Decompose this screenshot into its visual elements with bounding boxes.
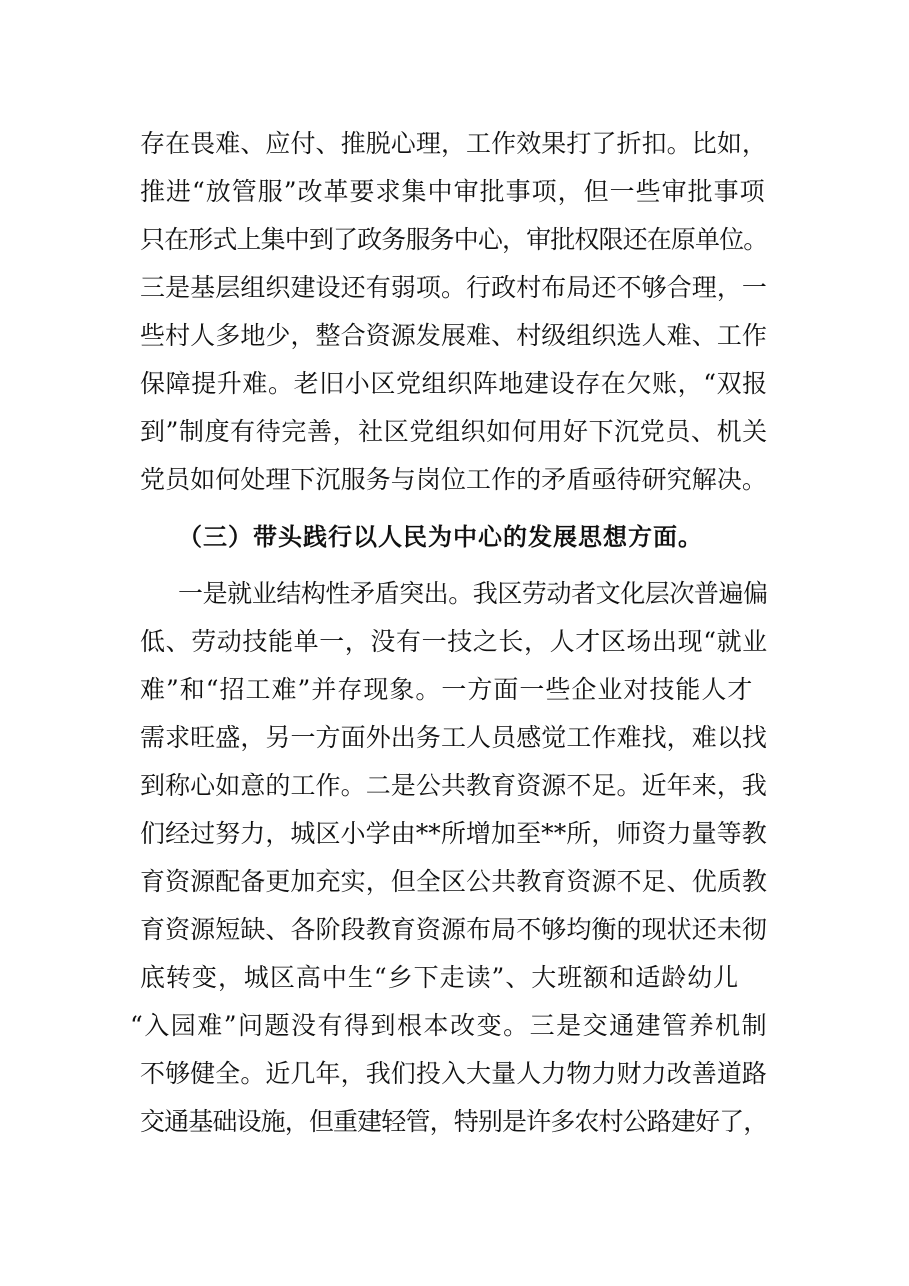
paragraph-line: 只在形式上集中到了政务服务中心，审批权限还在原单位。 <box>140 225 768 254</box>
paragraph-line: 三是基层组织建设还有弱项。行政村布局还不够合理，一 <box>140 273 768 302</box>
paragraph-line: 低、劳动技能单一，没有一技之长，人才区场出现“就业 <box>140 627 768 656</box>
paragraph-line: 存在畏难、应付、推脱心理，工作效果打了折扣。比如， <box>140 129 768 158</box>
paragraph-line-indented: 一是就业结构性矛盾突出。我区劳动者文化层次普遍偏 <box>178 579 768 608</box>
paragraph-line: 交通基础设施，但重建轻管，特别是许多农村公路建好了， <box>140 1107 768 1136</box>
paragraph-line: 保障提升难。老旧小区党组织阵地建设存在欠账，“双报 <box>140 369 768 398</box>
paragraph-line: 们经过努力，城区小学由**所增加至**所，师资力量等教 <box>140 819 767 848</box>
paragraph-line: 底转变，城区高中生“乡下走读”、大班额和适龄幼儿 <box>140 963 740 992</box>
paragraph-line: 育资源短缺、各阶段教育资源布局不够均衡的现状还未彻 <box>140 915 768 944</box>
paragraph-line: “入园难”问题没有得到根本改变。三是交通建管养机制 <box>130 1011 769 1040</box>
paragraph-line: 育资源配备更加充实，但全区公共教育资源不足、优质教 <box>140 867 768 896</box>
section-heading: （三）带头践行以人民为中心的发展思想方面。 <box>178 523 703 551</box>
paragraph-line: 不够健全。近几年，我们投入大量人力物力财力改善道路 <box>140 1059 768 1088</box>
paragraph-line: 到”制度有待完善，社区党组织如何用好下沉党员、机关 <box>140 417 768 446</box>
paragraph-line: 党员如何处理下沉服务与岗位工作的矛盾亟待研究解决。 <box>140 465 768 494</box>
paragraph-line: 需求旺盛，另一方面外出务工人员感觉工作难找，难以找 <box>140 723 768 752</box>
paragraph-line: 推进“放管服”改革要求集中审批事项，但一些审批事项 <box>140 177 766 206</box>
paragraph-line: 些村人多地少，整合资源发展难、村级组织选人难、工作 <box>140 321 768 350</box>
paragraph-line: 难”和“招工难”并存现象。一方面一些企业对技能人才 <box>140 675 754 704</box>
paragraph-line: 到称心如意的工作。二是公共教育资源不足。近年来，我 <box>140 771 768 800</box>
